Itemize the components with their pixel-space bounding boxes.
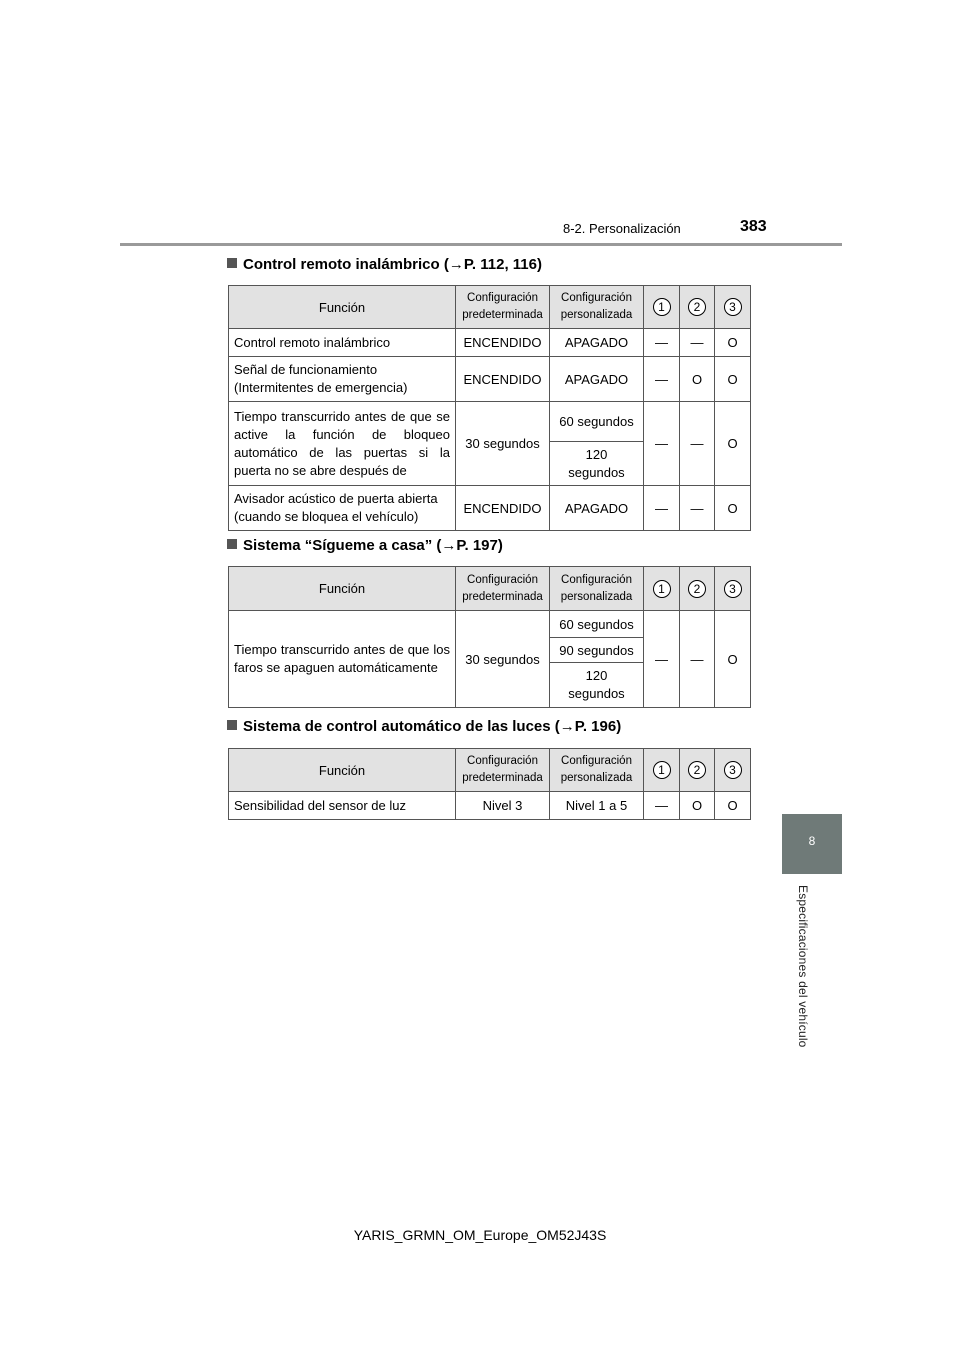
column-header-method-1 [644, 567, 680, 611]
table-row [229, 402, 751, 442]
function-cell: Señal de funcionamiento (Intermitentes de emergencia) [229, 357, 456, 402]
column-header-method-1 [644, 749, 680, 792]
section-title: Control remoto inalámbrico (→P. 112, 116) [227, 256, 542, 273]
circled-number-2-icon: 2 [688, 761, 706, 779]
method-1-mark: — [644, 486, 680, 531]
custom-value: 120 segundos [550, 663, 644, 708]
method-3-mark: O [715, 329, 751, 357]
method-3-mark: O [715, 792, 751, 820]
column-header-default: Configuración predeterminada [456, 567, 550, 611]
circled-number-2-icon: 2 [688, 298, 706, 316]
circled-number-1-icon: 1 [653, 761, 671, 779]
circled-number-3-icon: 3 [724, 298, 742, 316]
circled-number-1-icon: 1 [653, 580, 671, 598]
header-section-title: 8-2. Personalización [563, 221, 681, 236]
column-header-method-1 [644, 286, 680, 329]
function-cell: Tiempo transcurrido antes de que se active la función de bloqueo automático de las puertas si la puerta no se abre después de [229, 402, 456, 486]
custom-value: 60 segundos [550, 611, 644, 638]
function-cell: Control remoto inalámbrico [229, 329, 456, 357]
column-header-method-2 [680, 567, 715, 611]
table-row [229, 486, 751, 531]
method-2-mark: O [680, 792, 715, 820]
method-2-mark: O [680, 357, 715, 402]
custom-value: Nivel 1 a 5 [550, 792, 644, 820]
column-header-method-3 [715, 286, 751, 329]
column-header-custom: Configuración personalizada [550, 286, 644, 329]
custom-value: 90 segundos [550, 638, 644, 663]
custom-value: APAGADO [550, 486, 644, 531]
section-bullet [227, 720, 237, 730]
chapter-tab [782, 814, 842, 874]
header-rule [120, 243, 842, 246]
column-header-function: Función [229, 749, 456, 792]
method-3-mark: O [715, 486, 751, 531]
custom-value: 120 segundos [550, 442, 644, 486]
page-number: 383 [740, 218, 767, 235]
method-3-mark: O [715, 357, 751, 402]
column-header-default: Configuración predeterminada [456, 286, 550, 329]
circled-number-3-icon: 3 [724, 580, 742, 598]
function-cell: Sensibilidad del sensor de luz [229, 792, 456, 820]
column-header-method-2 [680, 286, 715, 329]
method-1-mark: — [644, 402, 680, 486]
section-bullet [227, 539, 237, 549]
table-row [229, 329, 751, 357]
column-header-method-3 [715, 567, 751, 611]
method-1-mark: — [644, 357, 680, 402]
custom-value: APAGADO [550, 329, 644, 357]
chapter-label: Especificaciones del vehículo [796, 885, 810, 1048]
table-row [229, 357, 751, 402]
method-1-mark: — [644, 329, 680, 357]
function-cell: Avisador acústico de puerta abierta (cuando se bloquea el vehículo) [229, 486, 456, 531]
default-value: ENCENDIDO [456, 357, 550, 402]
default-value: Nivel 3 [456, 792, 550, 820]
custom-value: 60 segundos [550, 402, 644, 442]
customization-table [228, 748, 751, 820]
customization-table [228, 566, 751, 708]
table-row [229, 611, 751, 638]
circled-number-3-icon: 3 [724, 761, 742, 779]
section-title: Sistema “Sígueme a casa” (→P. 197) [227, 537, 503, 554]
method-2-mark: — [680, 402, 715, 486]
section-title: Sistema de control automático de las luces (→P. 196) [227, 718, 621, 735]
method-3-mark: O [715, 402, 751, 486]
method-1-mark: — [644, 792, 680, 820]
column-header-method-3 [715, 749, 751, 792]
column-header-function: Función [229, 567, 456, 611]
custom-value: APAGADO [550, 357, 644, 402]
column-header-method-2 [680, 749, 715, 792]
method-1-mark: — [644, 611, 680, 708]
default-value: ENCENDIDO [456, 329, 550, 357]
customization-table [228, 285, 751, 531]
default-value: 30 segundos [456, 611, 550, 708]
chapter-number: 8 [808, 834, 816, 848]
method-2-mark: — [680, 329, 715, 357]
circled-number-1-icon: 1 [653, 298, 671, 316]
document-id: YARIS_GRMN_OM_Europe_OM52J43S [353, 1227, 607, 1243]
default-value: 30 segundos [456, 402, 550, 486]
method-3-mark: O [715, 611, 751, 708]
circled-number-2-icon: 2 [688, 580, 706, 598]
method-2-mark: — [680, 486, 715, 531]
method-2-mark: — [680, 611, 715, 708]
column-header-default: Configuración predeterminada [456, 749, 550, 792]
function-cell: Tiempo transcurrido antes de que los faros se apaguen automáticamente [229, 611, 456, 708]
table-row [229, 792, 751, 820]
column-header-custom: Configuración personalizada [550, 749, 644, 792]
default-value: ENCENDIDO [456, 486, 550, 531]
column-header-function: Función [229, 286, 456, 329]
section-bullet [227, 258, 237, 268]
column-header-custom: Configuración personalizada [550, 567, 644, 611]
